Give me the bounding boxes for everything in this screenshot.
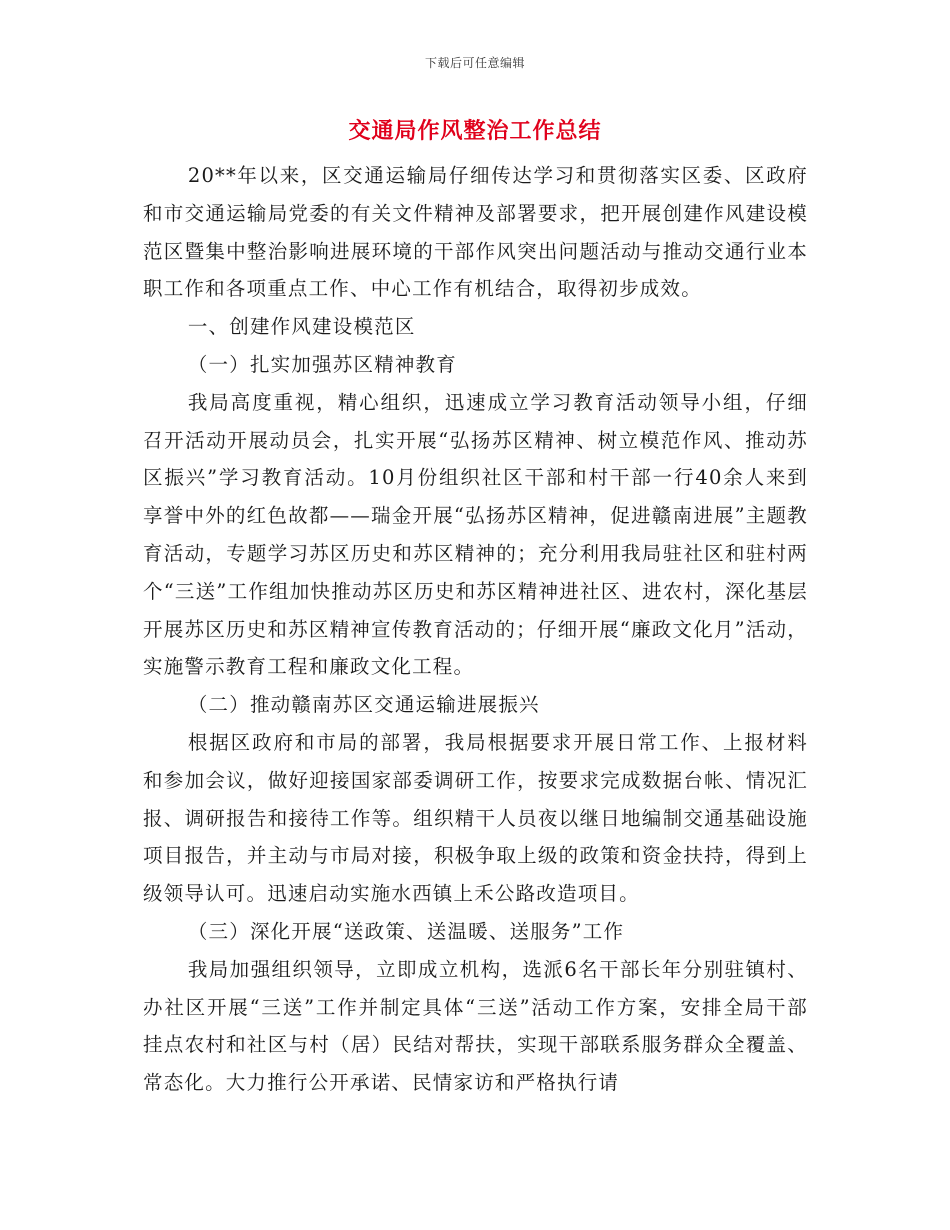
subsection-heading-1: （一）扎实加强苏区精神教育 [187,352,457,376]
body-paragraph-2: 根据区政府和市局的部署，我局根据要求开展日常工作、上报材料和参加会议，做好迎接国家部委调研工作，按要求完成数据台帐、情况汇报、调研报告和接待工作等。组织精干人员夜以继日地编制交通基础设施项目报告，并主动与市局对接，积极争取上级的政策和资金扶持，得到上级领导认可。迅速启动实施水西镇上禾公路改造项目。 [143,730,808,906]
document-body [143,157,808,1102]
subsection-heading-3: （三）深化开展“送政策、送温暖、送服务”工作 [187,919,625,943]
header-note: 下载后可任意编辑 [424,56,525,70]
section-heading-1: 一、创建作风建设模范区 [187,315,416,339]
document-title: 交通局作风整治工作总结 [348,118,602,144]
body-paragraph-1: 我局高度重视，精心组织，迅速成立学习教育活动领导小组，仔细召开活动开展动员会，扎实开展“弘扬苏区精神、树立模范作风、推动苏区振兴”学习教育活动。10月份组织社区干部和村干部一行40余人来到享誉中外的红色故都——瑞金开展“弘扬苏区精神，促进赣南进展”主题教育活动，专题学习苏区历史和苏区精神的；充分利用我局驻社区和驻村两个“三送”工作组加快推动苏区历史和苏区精神进社区、进农村，深化基层开展苏区历史和苏区精神宣传教育活动的；仔细开展“廉政文化月”活动，实施警示教育工程和廉政文化工程。 [143,390,808,679]
body-paragraph-3: 我局加强组织领导，立即成立机构，选派6名干部长年分别驻镇村、办社区开展“三送”工作并制定具体“三送”活动工作方案，安排全局干部挂点农村和社区与村（居）民结对帮扶，实现干部联系服务群众全覆盖、常态化。大力推行公开承诺、民情家访和严格执行请 [143,957,808,1095]
subsection-heading-2: （二）推动赣南苏区交通运输进展振兴 [187,693,540,717]
intro-paragraph: 20**年以来，区交通运输局仔细传达学习和贯彻落实区委、区政府和市交通运输局党委的有关文件精神及部署要求，把开展创建作风建设模范区暨集中整治影响进展环境的干部作风突出问题活动与推动交通行业本职工作和各项重点工作、中心工作有机结合，取得初步成效。 [143,164,808,301]
